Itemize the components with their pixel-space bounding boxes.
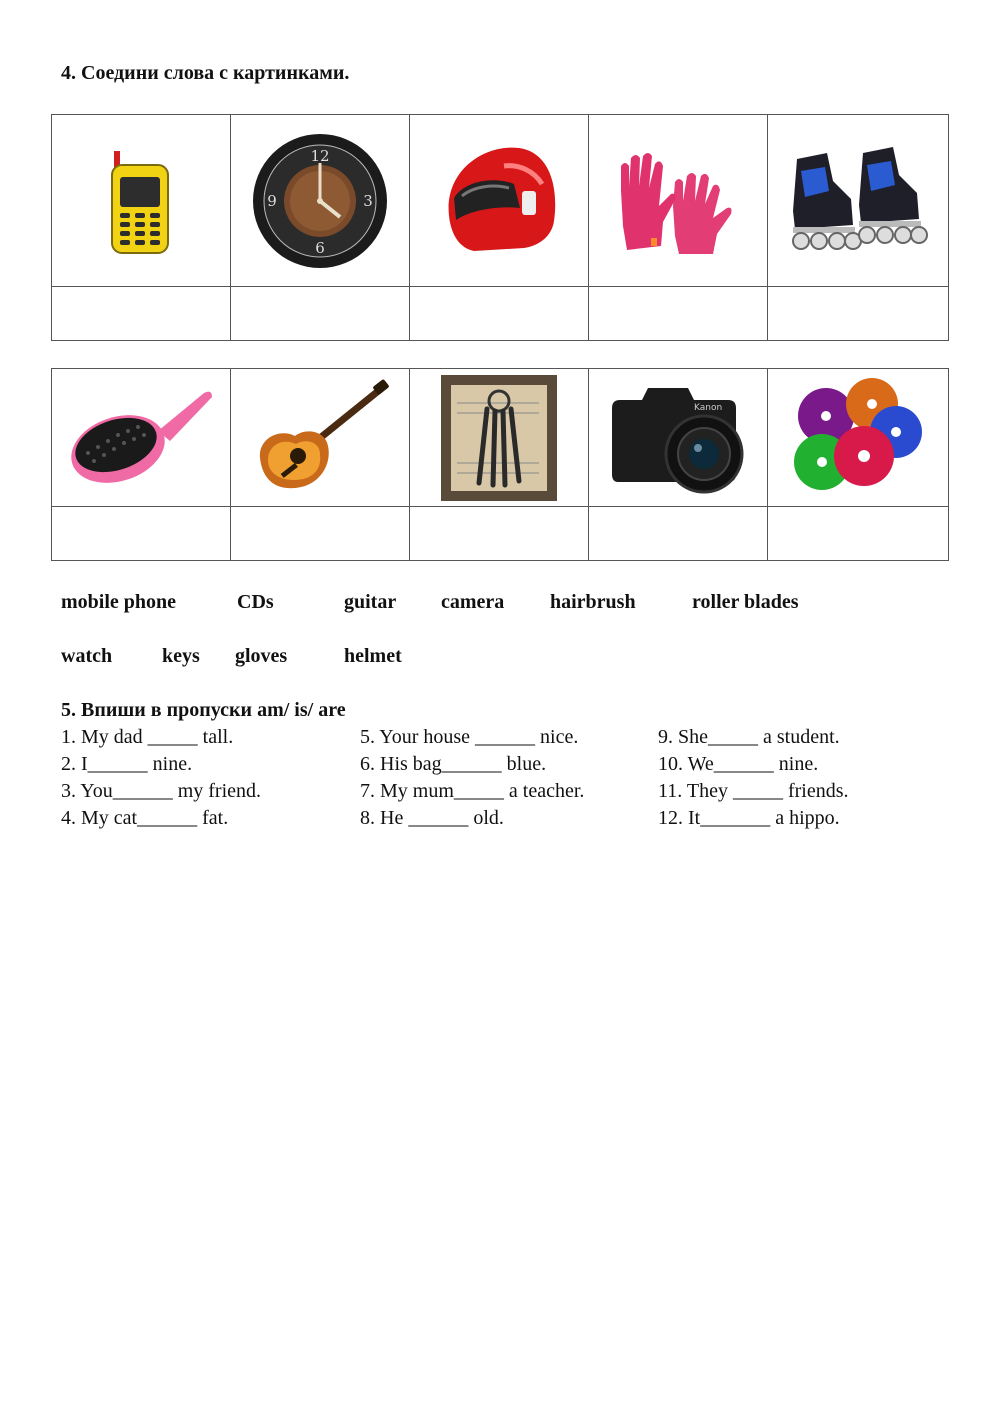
exercise-item[interactable]: 1. My dad _____ tall. xyxy=(61,726,234,748)
exercise-item[interactable]: 9. She_____ a student. xyxy=(658,726,840,748)
guitar-icon xyxy=(231,378,409,498)
picture-cell xyxy=(52,115,231,287)
picture-cell xyxy=(589,115,768,287)
word-helmet[interactable]: helmet xyxy=(344,645,402,667)
word-gloves[interactable]: gloves xyxy=(235,645,288,667)
clock-number: 9 xyxy=(267,191,277,210)
helmet-icon xyxy=(410,136,588,266)
picture-cell xyxy=(768,115,949,287)
answer-cell[interactable] xyxy=(231,507,410,561)
gloves-icon xyxy=(589,146,767,256)
word-mobile-phone[interactable]: mobile phone xyxy=(61,591,177,613)
clock-icon xyxy=(231,131,409,271)
camera-icon xyxy=(589,378,767,498)
word-roller-blades[interactable]: roller blades xyxy=(692,591,799,613)
answer-cell[interactable] xyxy=(410,507,589,561)
task4-title: 4. Соедини слова с картинками. xyxy=(61,62,350,84)
picture-cell xyxy=(231,115,410,287)
task5-title: 5. Впиши в пропуски am/ is/ are xyxy=(61,699,346,721)
answer-cell[interactable] xyxy=(52,287,231,341)
picture-cell xyxy=(231,369,410,507)
exercise-item[interactable]: 2. I______ nine. xyxy=(61,753,193,775)
answer-cell[interactable] xyxy=(589,507,768,561)
picture-cell xyxy=(410,369,589,507)
word-camera[interactable]: camera xyxy=(441,591,505,613)
picture-table-2 xyxy=(51,368,949,561)
exercise-item[interactable]: 5. Your house ______ nice. xyxy=(360,726,579,748)
mobile-phone-icon xyxy=(52,143,230,258)
picture-cell xyxy=(589,369,768,507)
picture-cell xyxy=(768,369,949,507)
hairbrush-icon xyxy=(52,383,230,493)
answer-cell[interactable] xyxy=(231,287,410,341)
word-hairbrush[interactable]: hairbrush xyxy=(550,591,636,613)
exercise-item[interactable]: 10. We______ nine. xyxy=(658,753,819,775)
exercise-item[interactable]: 12. It_______ a hippo. xyxy=(658,807,840,829)
exercise-item[interactable]: 3. You______ my friend. xyxy=(61,780,262,802)
camera-brand: Kanon xyxy=(694,402,723,413)
exercise-item[interactable]: 8. He ______ old. xyxy=(360,807,504,829)
clock-number: 6 xyxy=(315,238,325,257)
exercise-item[interactable]: 7. My mum_____ a teacher. xyxy=(360,780,585,802)
word-cds[interactable]: CDs xyxy=(237,591,274,613)
answer-cell[interactable] xyxy=(768,287,949,341)
roller-blades-icon xyxy=(768,141,948,261)
clock-number: 3 xyxy=(363,191,373,210)
cds-icon xyxy=(768,378,948,498)
exercise-item[interactable]: 11. They _____ friends. xyxy=(658,780,849,802)
answer-cell[interactable] xyxy=(52,507,231,561)
answer-cell[interactable] xyxy=(410,287,589,341)
word-guitar[interactable]: guitar xyxy=(344,591,397,613)
picture-cell xyxy=(52,369,231,507)
clock-number: 12 xyxy=(310,146,330,165)
picture-cell xyxy=(410,115,589,287)
word-keys[interactable]: keys xyxy=(162,645,200,667)
picture-table-1 xyxy=(51,114,949,341)
word-watch[interactable]: watch xyxy=(61,645,113,667)
exercise-item[interactable]: 6. His bag______ blue. xyxy=(360,753,547,775)
answer-cell[interactable] xyxy=(768,507,949,561)
keys-icon xyxy=(410,373,588,503)
exercise-item[interactable]: 4. My cat______ fat. xyxy=(61,807,229,829)
answer-cell[interactable] xyxy=(589,287,768,341)
